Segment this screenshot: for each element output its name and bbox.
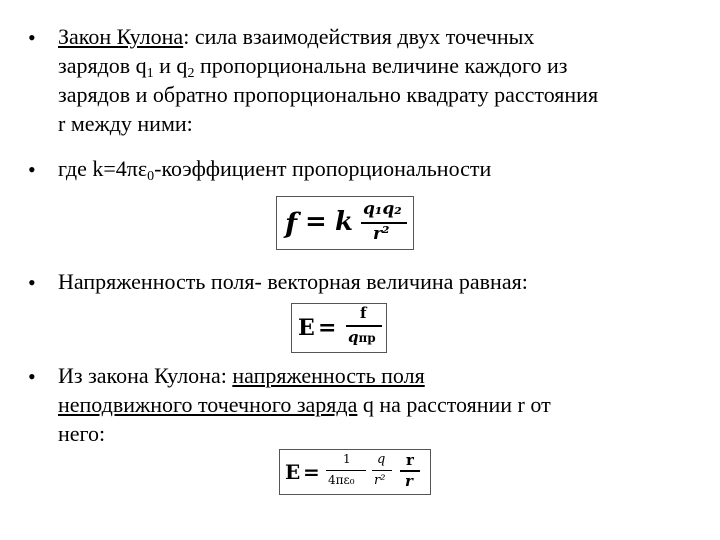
para1-line1-rest: : сила взаимодействия двух точечных xyxy=(183,24,535,49)
para4-line1-a: Из закона Кулона: xyxy=(58,363,233,388)
para4-line2-rest: q на расстоянии r от xyxy=(357,392,551,417)
para1-line2-b: и q xyxy=(153,53,188,78)
formula3-f1-numerator: 1 xyxy=(343,452,351,466)
formula3-f3-denominator: r xyxy=(405,472,413,490)
formula2-den-sub: пр xyxy=(358,331,376,345)
formula2-numerator: f xyxy=(360,304,367,322)
coef-sub: 0 xyxy=(147,169,155,184)
para1-sub2: 2 xyxy=(187,66,195,81)
formula3-f2-denominator: r² xyxy=(374,473,386,488)
formula3-f2-bar xyxy=(372,470,392,471)
coulomb-formula xyxy=(276,196,414,250)
bullet-2: • xyxy=(28,157,36,182)
para1-line2 xyxy=(58,51,598,80)
para4-line1-underlined: напряженность поля xyxy=(232,363,425,388)
para1-line2-c: пропорциональна величине каждого из xyxy=(194,53,568,78)
formula2-lhs: E xyxy=(298,315,315,341)
para4-line2 xyxy=(58,390,551,419)
coulomb-law-term: Закон Кулона xyxy=(58,24,184,49)
formula2-eq: = xyxy=(318,315,337,341)
para4-line3: него: xyxy=(58,421,106,446)
formula1-numerator: q₁q₂ xyxy=(363,199,402,219)
bullet-4: • xyxy=(28,364,36,389)
coef-text-a: где k=4πε xyxy=(58,156,148,181)
formula2-den-q: q xyxy=(348,328,359,346)
formula3-f2-numerator: q xyxy=(377,452,386,467)
para1-line4: r между ними: xyxy=(58,111,193,136)
formula1-coef: k xyxy=(335,207,354,237)
para4-line1 xyxy=(58,361,551,390)
formula3-f1-bar xyxy=(326,470,366,471)
formula1-lhs: f xyxy=(285,207,298,240)
coef-text-b: -коэффициент пропорциональности xyxy=(154,156,492,181)
bullet-3: • xyxy=(28,270,36,295)
formula3-lhs: E xyxy=(285,460,301,484)
field-strength-formula xyxy=(291,303,387,353)
para1-line1 xyxy=(58,22,598,51)
para1-sub1: 1 xyxy=(146,66,154,81)
formula2-fraction-bar xyxy=(346,325,382,327)
coulomb-law-paragraph xyxy=(58,22,598,138)
formula3-f1-denominator: 4πε₀ xyxy=(328,473,355,487)
field-strength-paragraph: Напряженность поля- векторная величина равная: xyxy=(58,269,528,294)
para1-line2-a: зарядов q xyxy=(58,53,147,78)
formula1-eq: = xyxy=(305,207,327,237)
coefficient-paragraph xyxy=(58,154,491,183)
para1-line3: зарядов и обратно пропорционально квадрату расстояния xyxy=(58,82,599,107)
point-charge-paragraph xyxy=(58,361,551,448)
formula2-denominator xyxy=(348,328,376,346)
para4-line2-underlined: неподвижного точечного заряда xyxy=(58,392,358,417)
formula3-eq: = xyxy=(303,460,320,484)
formula1-denominator: r² xyxy=(373,224,390,244)
bullet-1: • xyxy=(28,25,36,50)
formula3-f3-numerator: r xyxy=(406,451,414,469)
point-charge-field-formula xyxy=(279,449,431,495)
